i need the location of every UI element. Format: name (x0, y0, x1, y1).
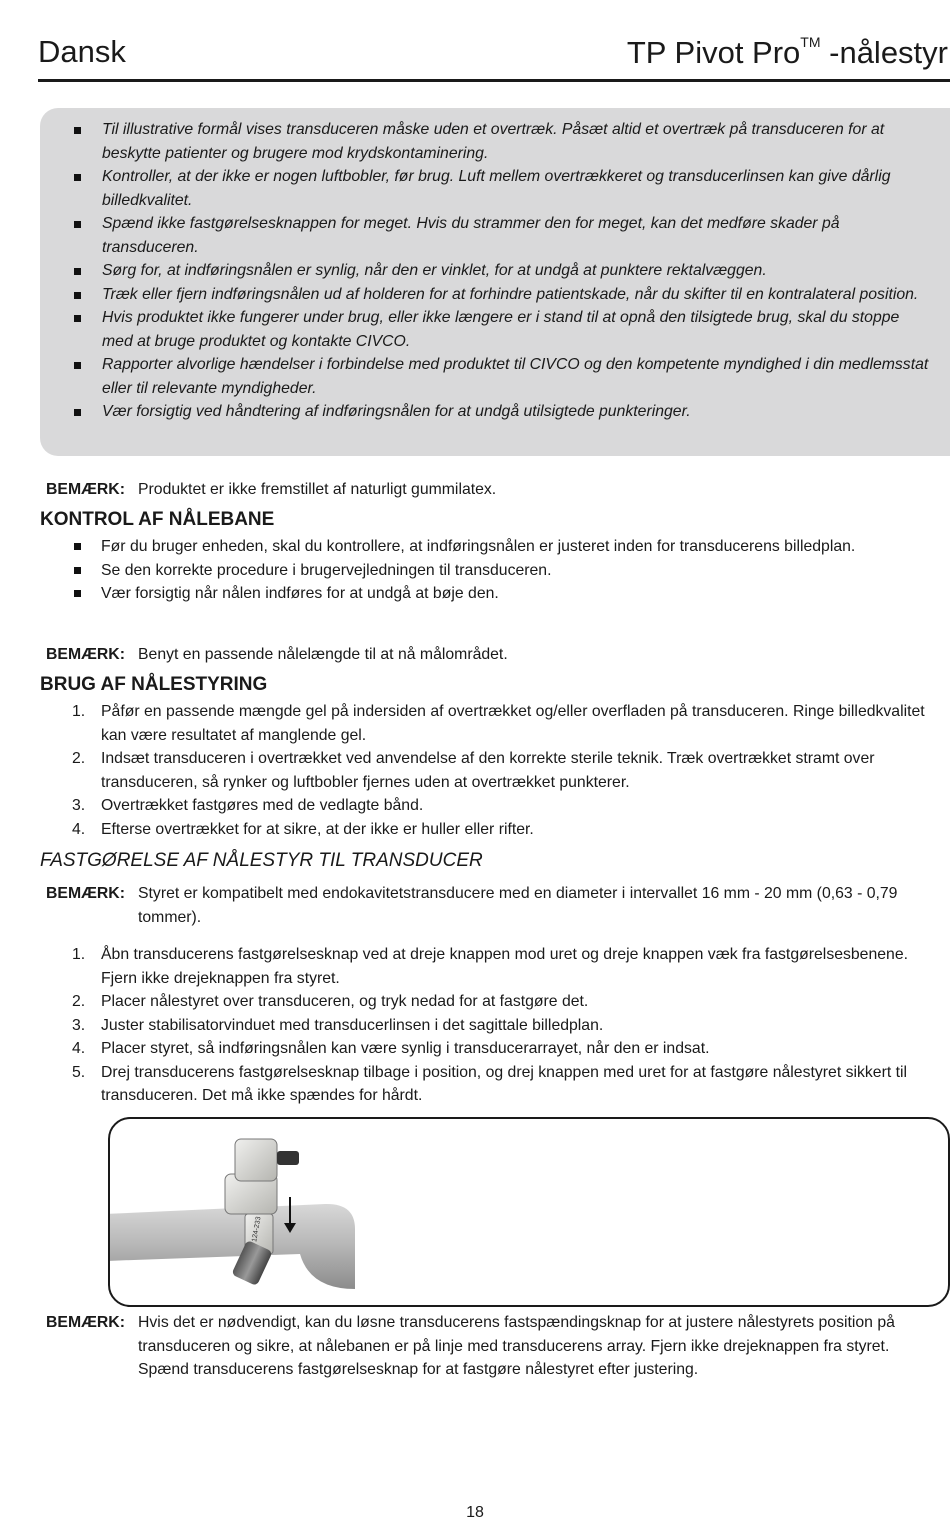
list-item: 1. Åbn transducerens fastgørelsesknap ved at dreje knappen mod uret og dreje knappen væk fra fastgørelsesbenene. Fjern ikke drejeknappen fra styret. (72, 946, 908, 987)
section-heading-brug: BRUG AF NÅLESTYRING (40, 674, 268, 695)
warning-box (40, 108, 950, 456)
part-label: 124-233 (251, 1216, 263, 1243)
warning-item: Sørg for, at indføringsnålen er synlig, når den er vinklet, for at undgå at punktere rektalvæggen. (72, 259, 932, 283)
list-item: 2. Placer nålestyret over transduceren, og tryk nedad for at fastgøre det. (72, 993, 589, 1010)
bullet-icon (74, 567, 81, 574)
section-heading-fastgoerelse: FASTGØRELSE AF NÅLESTYR TIL TRANSDUCER (40, 850, 483, 871)
bullet-icon (74, 590, 81, 597)
product-title (627, 34, 948, 71)
note-label: BEMÆRK: (46, 1314, 125, 1331)
page-header (38, 30, 950, 74)
list-item: 4. Efterse overtrækket for at sikre, at der ikke er huller eller rifter. (72, 820, 534, 838)
note-text: Hvis det er nødvendigt, kan du løsne transducerens fastspændingsknap for at justere nålestyrets position på transduceren og sikre, at nålebanen er på linje med transducerens array. Fjern ikke drejeknappen fra styret. Spænd transducerens fastgørelsesknap for at fastgøre nålestyret efter justering. (138, 1314, 895, 1378)
fastgoerelse-list (72, 943, 942, 1108)
bullet-icon (74, 315, 81, 322)
warning-item: Hvis produktet ikke fungerer under brug, eller ikke længere er i stand til at opnå den tilsigtede brug, skal du stoppe med at bruge produktet og kontakte CIVCO. (72, 306, 932, 353)
note-label: BEMÆRK: (46, 885, 125, 902)
warning-item: Vær forsigtig ved håndtering af indføringsnålen for at undgå utilsigtede punkteringer. (72, 400, 932, 424)
bullet-icon (74, 221, 81, 228)
page-number: 18 (466, 1504, 484, 1521)
bullet-icon (74, 409, 81, 416)
section-heading-kontrol: KONTROL AF NÅLEBANE (40, 509, 275, 530)
bullet-icon (74, 174, 81, 181)
bullet-icon (74, 543, 81, 550)
list-item: 4. Placer styret, så indføringsnålen kan være synlig i transducerarrayet, når den er indsat. (72, 1040, 710, 1057)
language-label: Dansk (38, 34, 126, 69)
attachment-illustration (108, 1117, 950, 1307)
list-item: 5. Drej transducerens fastgørelsesknap tilbage i position, og drej knappen med uret for at fastgøre nålestyret sikkert til transduceren. Det må ikke spændes for hårdt. (72, 1063, 908, 1104)
bullet-icon (74, 268, 81, 275)
kontrol-list (72, 535, 942, 606)
bullet-icon (74, 127, 81, 134)
step-panel-1 (110, 1139, 355, 1289)
list-item: Før du bruger enheden, skal du kontrollere, at indføringsnålen er justeret inden for transducerens billedplan. (72, 535, 942, 559)
note-text: Styret er kompatibelt med endokavitetstransducere med en diameter i intervallet 16 mm - 20 mm (0,63 - 0,79 tommer). (138, 885, 898, 926)
note-text: Produktet er ikke fremstillet af naturligt gummilatex. (138, 481, 497, 498)
list-item: Se den korrekte procedure i brugervejledningen til transduceren. (72, 559, 942, 583)
list-item: 2. Indsæt transduceren i overtrækket ved anvendelse af den korrekte sterile teknik. Træk overtrækket stramt over transduceren, så rynker og luftbobler fjernes uden at overtrækket punkterer. (72, 750, 875, 791)
warning-item: Rapporter alvorlige hændelser i forbindelse med produktet til CIVCO og den kompetente myndighed i din medlemsstat eller til relevante myndigheder. (72, 353, 932, 400)
bullet-icon (74, 292, 81, 299)
list-item: Vær forsigtig når nålen indføres for at undgå at bøje den. (72, 582, 942, 606)
note-label: BEMÆRK: (46, 646, 125, 663)
header-rule (38, 79, 950, 82)
warning-item: Kontroller, at der ikke er nogen luftbobler, før brug. Luft mellem overtrækkeret og transducerlinsen kan give dårlig billedkvalitet. (72, 165, 932, 212)
brug-list (72, 700, 942, 841)
warning-item: Til illustrative formål vises transduceren måske uden et overtræk. Påsæt altid et overtræk på transduceren for at beskytte patienter og brugere mod krydskontaminering. (72, 118, 932, 165)
warning-item: Spænd ikke fastgørelsesknappen for meget. Hvis du strammer den for meget, kan det medføre skader på transduceren. (72, 212, 932, 259)
list-item: 1. Påfør en passende mængde gel på indersiden af overtrækket og/eller overfladen på transduceren. Ringe billedkvalitet kan være resultatet af manglende gel. (72, 703, 925, 744)
note-label: BEMÆRK: (46, 481, 125, 498)
list-item: 3. Juster stabilisatorvinduet med transducerlinsen i det sagittale billedplan. (72, 1016, 604, 1034)
product-suffix: -nålestyr (820, 35, 948, 70)
bullet-icon (74, 362, 81, 369)
trademark-mark: TM (800, 34, 821, 50)
note-text: Benyt en passende nålelængde til at nå målområdet. (138, 646, 508, 663)
illustration-svg (110, 1119, 948, 1305)
product-name: TP Pivot Pro (626, 35, 801, 70)
warning-item: Træk eller fjern indføringsnålen ud af holderen for at forhindre patientskade, når du skifter til en kontralateral position. (72, 283, 932, 307)
warning-list (72, 118, 932, 424)
list-item: 3. Overtrækket fastgøres med de vedlagte bånd. (72, 797, 424, 814)
